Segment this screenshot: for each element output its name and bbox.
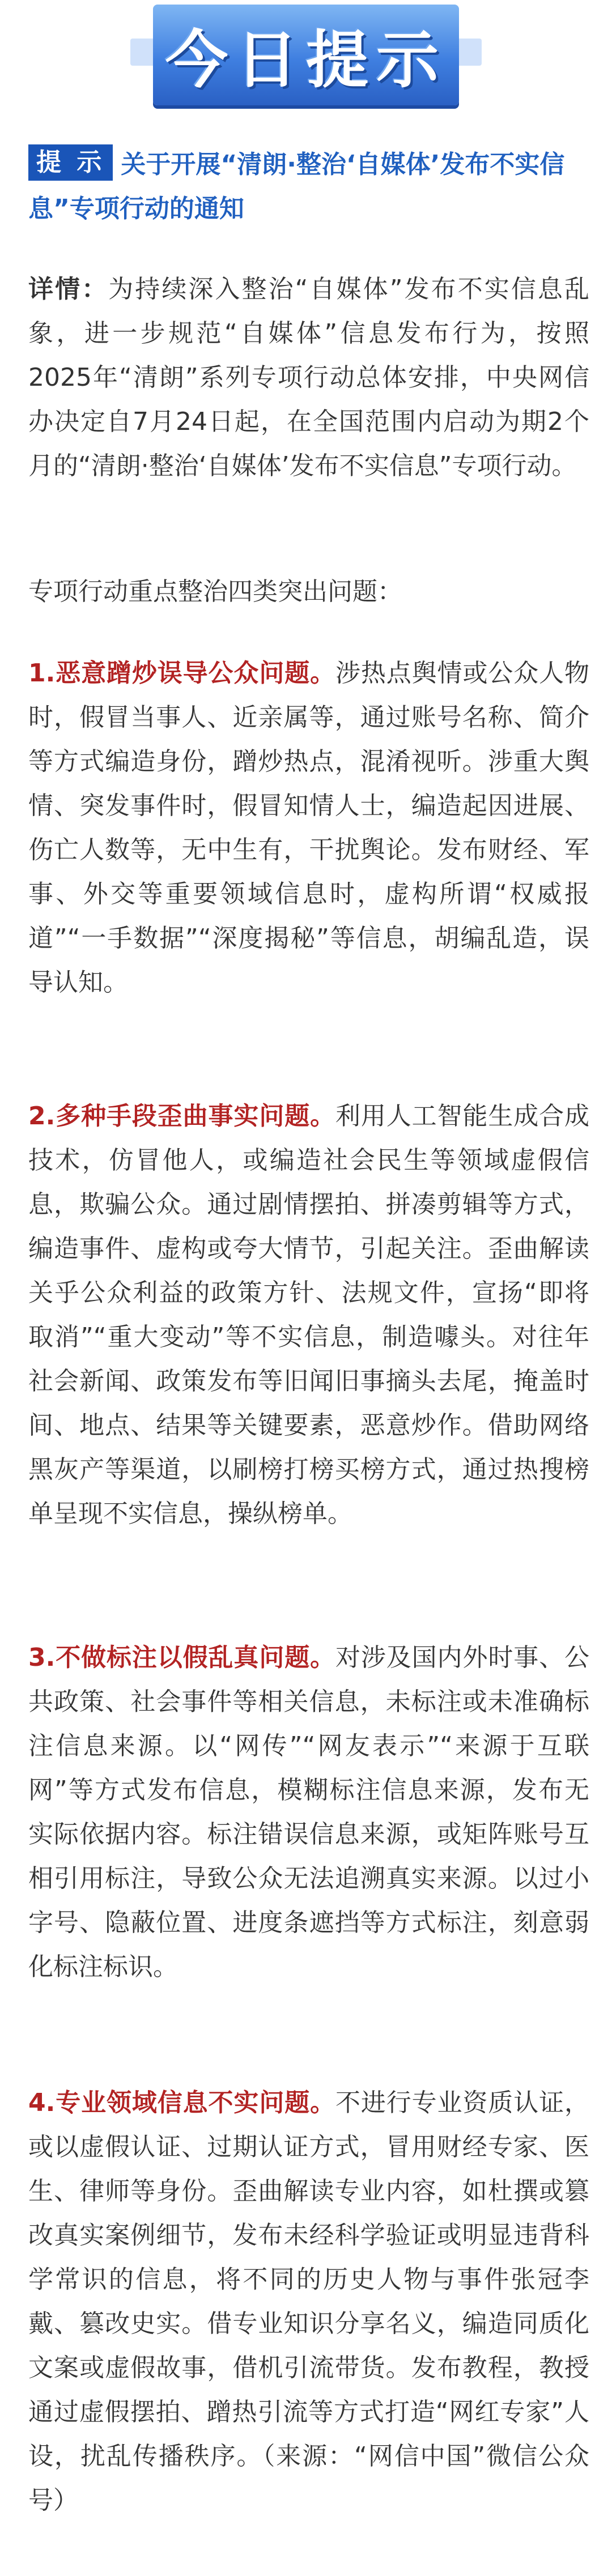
banner-title: 今日提示 — [165, 24, 447, 96]
issue-heading-2: 2.多种手段歪曲事实问题。 — [28, 1102, 335, 1131]
issue-heading-4: 4.专业领域信息不实问题。 — [28, 2088, 335, 2117]
issue-body-3: 对涉及国内外时事、公共政策、社会事件等相关信息，未标注或未准确标注信息来源。以“网传”“网友表示”“来源于互联网”等方式发布信息，模糊标注信息来源，发布无实际依据内容。标注错误信息来源，或矩阵账号互相引用标注，导致公众无法追溯真实来源。以过小字号、隐蔽位置、进度条遮挡等方式标注，刻意弱化标注标识。 — [28, 1643, 589, 1981]
details-paragraph — [28, 267, 589, 488]
details-label: 详情： — [28, 275, 109, 304]
issue-body-2: 利用人工智能生成合成技术，仿冒他人，或编造社会民生等领域虚假信息，欺骗公众。通过剧情摆拍、拼凑剪辑等方式，编造事件、虚构或夸大情节，引起关注。歪曲解读关乎公众利益的政策方针、法规文件，宣扬“即将取消”“重大变动”等不实信息，制造噱头。对往年社会新闻、政策发布等旧闻旧事摘头去尾，掩盖时间、地点、结果等关键要素，恶意炒作。借助网络黑灰产等渠道，以刷榜打榜买榜方式，通过热搜榜单呈现不实信息，操纵榜单。 — [28, 1102, 589, 1528]
details-text: 为持续深入整治“自媒体”发布不实信息乱象，进一步规范“自媒体”信息发布行为，按照2025年“清朗”系列专项行动总体安排，中央网信办决定自7月24日起，在全国范围内启动为期2个月的“清朗·整治‘自媒体’发布不实信息”专项行动。 — [28, 275, 589, 480]
issue-body-1: 涉热点舆情或公众人物时，假冒当事人、近亲属等，通过账号名称、简介等方式编造身份，蹭炒热点，混淆视听。涉重大舆情、突发事件时，假冒知情人士，编造起因进展、伤亡人数等，无中生有，干扰舆论。发布财经、军事、外交等重要领域信息时，虚构所谓“权威报道”“一手数据”“深度揭秘”等信息，胡编乱造，误导认知。 — [28, 659, 589, 997]
issue-body-4: 不进行专业资质认证，或以虚假认证、过期认证方式，冒用财经专家、医生、律师等身份。歪曲解读专业内容，如杜撰或篡改真实案例细节，发布未经科学验证或明显违背科学常识的信息，将不同的历史人物与事件张冠李戴、篡改史实。借专业知识分享名义，编造同质化文案或虚假故事，借机引流带货。发布教程，教授通过虚假摆拍、蹭热引流等方式打造“网红专家”人设，扰乱传播秩序。（来源：“网信中国”微信公众号） — [28, 2088, 589, 2515]
issue-item-4 — [28, 2081, 589, 2523]
intro-paragraph: 专项行动重点整治四类突出问题： — [28, 577, 402, 606]
issue-item-2 — [28, 1094, 589, 1536]
notice-tag: 提 示 — [28, 144, 113, 181]
notice-title: 关于开展“清朗·整治‘自媒体’发布不实信息”专项行动的通知 — [28, 150, 565, 223]
banner-box — [153, 5, 459, 105]
issue-item-3 — [28, 1636, 589, 1989]
issue-heading-3: 3.不做标注以假乱真问题。 — [28, 1643, 335, 1672]
issue-heading-1: 1.恶意蹭炒误导公众问题。 — [28, 659, 335, 688]
header-banner — [0, 0, 612, 113]
issue-item-1 — [28, 651, 589, 1005]
notice-heading — [28, 143, 589, 231]
